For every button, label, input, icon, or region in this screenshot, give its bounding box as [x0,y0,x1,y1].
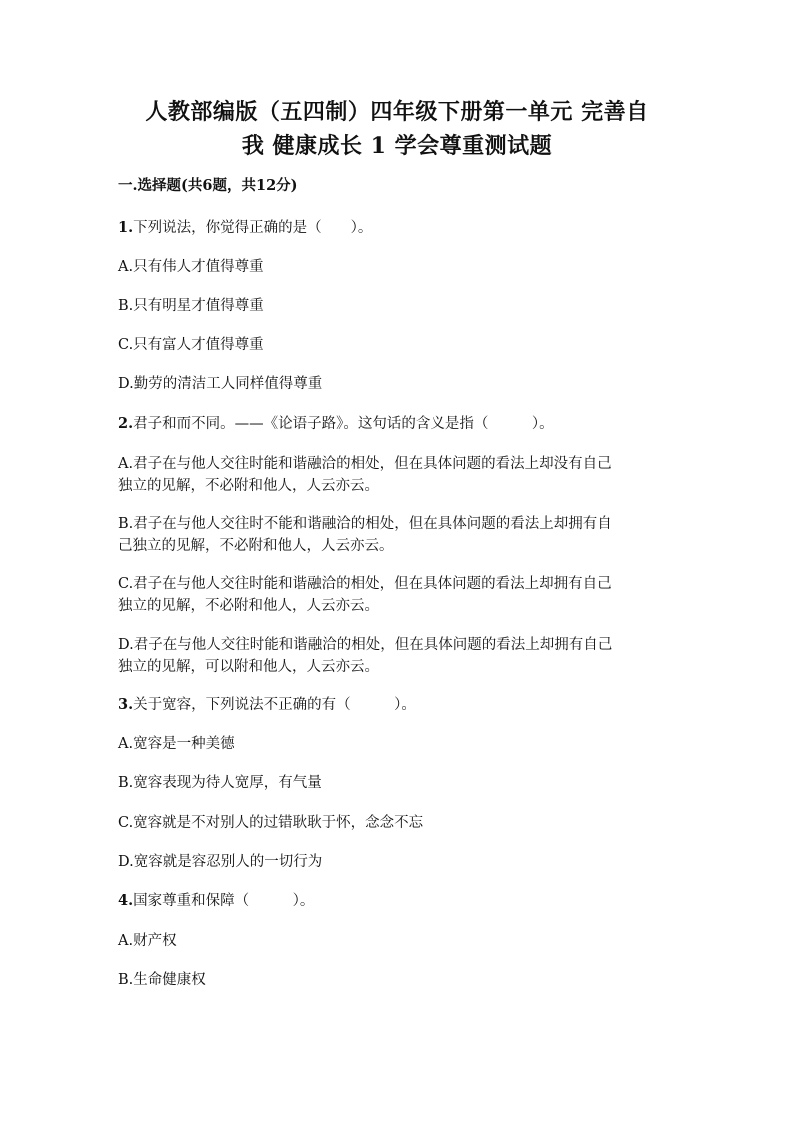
question-4-option-a: A.财产权 [118,933,177,949]
question-1-option-d: D.勤劳的清洁工人同样值得尊重 [118,376,323,392]
question-3-option-d: D.宽容就是容忍别人的一切行为 [118,854,323,870]
question-1-option-c: C.只有富人才值得尊重 [118,337,264,353]
question-2-number: 2. [118,415,134,432]
question-1-option-b: B.只有明星才值得尊重 [118,298,264,314]
question-2-option-d-line-1: D.君子在与他人交往时能和谐融洽的相处，但在具体问题的看法上却拥有自己 [118,637,613,653]
question-3-option-a: A.宽容是一种美德 [118,736,235,752]
question-4-stem [118,891,688,911]
question-4-number: 4. [118,892,134,909]
question-3-number: 3. [118,696,134,713]
question-2-option-a-line-2: 独立的见解，不必附和他人，人云亦云。 [118,478,379,494]
question-2-option-b-line-2: 己独立的见解，不必附和他人，人云亦云。 [118,538,394,554]
question-2-option-b-line-1: B.君子在与他人交往时不能和谐融洽的相处，但在具体问题的看法上却拥有自 [118,516,612,532]
question-3-option-c: C.宽容就是不对别人的过错耿耿于怀，念念不忘 [118,815,424,831]
question-2-option-c-line-1: C.君子在与他人交往时能和谐融洽的相处，但在具体问题的看法上却拥有自己 [118,576,612,592]
question-1-number: 1. [118,219,134,236]
document-title-line-1: 人教部编版（五四制）四年级下册第一单元 完善自 [145,99,649,125]
question-3-option-b: B.宽容表现为待人宽厚，有气量 [118,775,322,791]
question-1-text: 下列说法，你觉得正确的是（ ）。 [133,220,373,236]
question-2-option-d-line-2: 独立的见解，可以附和他人，人云亦云。 [118,659,379,675]
question-2-text: 君子和而不同。——《论语子路》。这句话的含义是指（ ）。 [133,416,554,432]
document-title-line-2: 我 健康成长 1 学会尊重测试题 [241,133,553,159]
question-3-stem [118,695,688,715]
question-2-option-c-line-2: 独立的见解，不必附和他人，人云亦云。 [118,598,379,614]
question-1-option-a: A.只有伟人才值得尊重 [118,259,264,275]
question-3-text: 关于宽容，下列说法不正确的有（ ）。 [133,697,416,713]
question-2-stem [118,414,688,434]
question-2-option-a-line-1: A.君子在与他人交往时能和谐融洽的相处，但在具体问题的看法上却没有自己 [118,456,612,472]
question-4-option-b: B.生命健康权 [118,972,206,988]
section-heading: 一.选择题(共6题，共12分) [118,177,298,194]
question-4-text: 国家尊重和保障（ ）。 [133,893,315,909]
question-1-stem [118,218,688,238]
